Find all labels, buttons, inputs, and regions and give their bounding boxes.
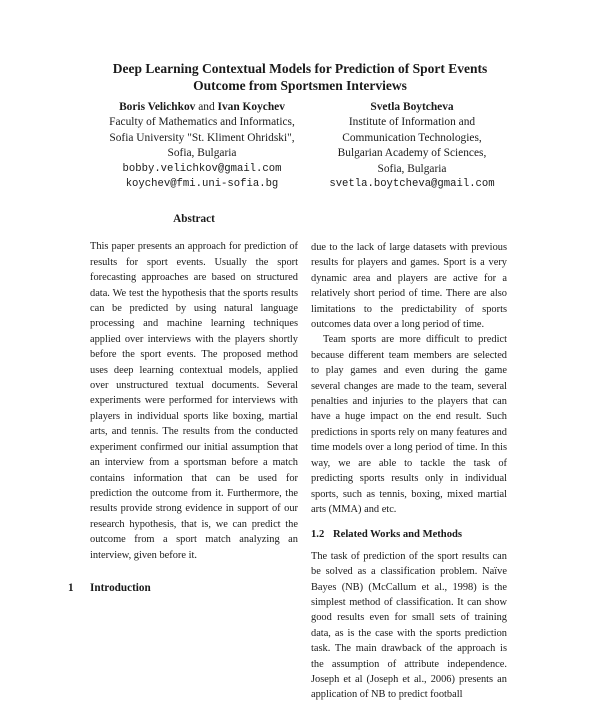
- body-paragraph: Team sports are more difficult to predict because different team members are selected to play games and even during the game several changes are made to the team, several penalties and injuries to the players that can have a huge impact on the end result. Such predictions in sports rely on many features and time models over a long period of time. In this way, we are able to tackle the task of predicting sports results only in individual sports, such as tennis, boxing, mixed martial arts (MMA) and etc.: [311, 334, 507, 515]
- title-line-2: Outcome from Sportsmen Interviews: [193, 78, 407, 93]
- affiliation-line: Bulgarian Academy of Sciences,: [337, 147, 487, 160]
- paper-title: [60, 60, 540, 94]
- section-title: Introduction: [90, 582, 151, 594]
- author-block-right: [292, 100, 532, 192]
- section-heading: [68, 582, 151, 594]
- author-name-1: Boris Velichkov: [119, 101, 196, 113]
- subsection-title: Related Works and Methods: [333, 529, 463, 541]
- subsection-heading: [311, 527, 507, 542]
- affiliation-line: Sofia, Bulgaria: [167, 147, 237, 160]
- affiliation-line: Institute of Information and: [348, 116, 476, 129]
- subsection-number: 1.2: [311, 529, 325, 541]
- abstract-text: This paper presents an approach for prediction of results for sport events. Usually the sport forecasting approaches are based on structured data. We test the hypothesis that the sports results can be predicted by using natural language processing and machine learning techniques applied over interviews with the players shortly before the sport events. The proposed method uses deep learning contextual models, applied over unstructured textual documents. Several experiments were performed for interviews with players in individual sports like boxing, martial arts, and tennis. The results from the conducted experiment confirmed our initial assumption that an interview from a sportsman before a match contains information that can be used for prediction the outcome from it. Furthermore, the results provide strong evidence in support of our research hypothesis, that is, we can predict the outcome from a sport match analyzing an interview, given before it.: [90, 241, 298, 561]
- left-column: [90, 212, 298, 563]
- author-email: bobby.velichkov@gmail.com: [122, 162, 282, 175]
- body-paragraph: due to the lack of large datasets with previous results for players and games. Sport is a very dynamic area and players are active for a relatively short period of time. There are also limitations to the predictability of sports outcomes data over a long period of time.: [311, 242, 507, 331]
- author-email: koychev@fmi.uni-sofia.bg: [125, 178, 279, 191]
- affiliation-line: Sofia, Bulgaria: [377, 162, 447, 175]
- author-name-2: Ivan Koychev: [217, 101, 285, 113]
- abstract-heading: Abstract: [173, 213, 215, 225]
- author-conjunction: and: [198, 101, 215, 113]
- author-email: svetla.boytcheva@gmail.com: [329, 178, 495, 191]
- right-column: [311, 240, 507, 703]
- title-line-1: Deep Learning Contextual Models for Prediction of Sport Events: [112, 61, 488, 76]
- affiliation-line: Faculty of Mathematics and Informatics,: [109, 116, 295, 129]
- affiliation-line: Communication Technologies,: [342, 131, 482, 144]
- section-number: 1: [68, 582, 74, 594]
- affiliation-line: Sofia University "St. Kliment Ohridski",: [109, 131, 295, 144]
- author-name-3: Svetla Boytcheva: [370, 101, 454, 113]
- body-paragraph: The task of prediction of the sport results can be solved as a classification problem. Naïve Bayes (NB) (McCallum et al., 1998) is the simplest method of classification. It can show good results even for small sets of training data, as is the case with the sports prediction task. The main drawback of the approach is the assumption of attribute independence. Joseph et al (Joseph et al., 2006) presents an application of NB to predict football: [311, 550, 507, 701]
